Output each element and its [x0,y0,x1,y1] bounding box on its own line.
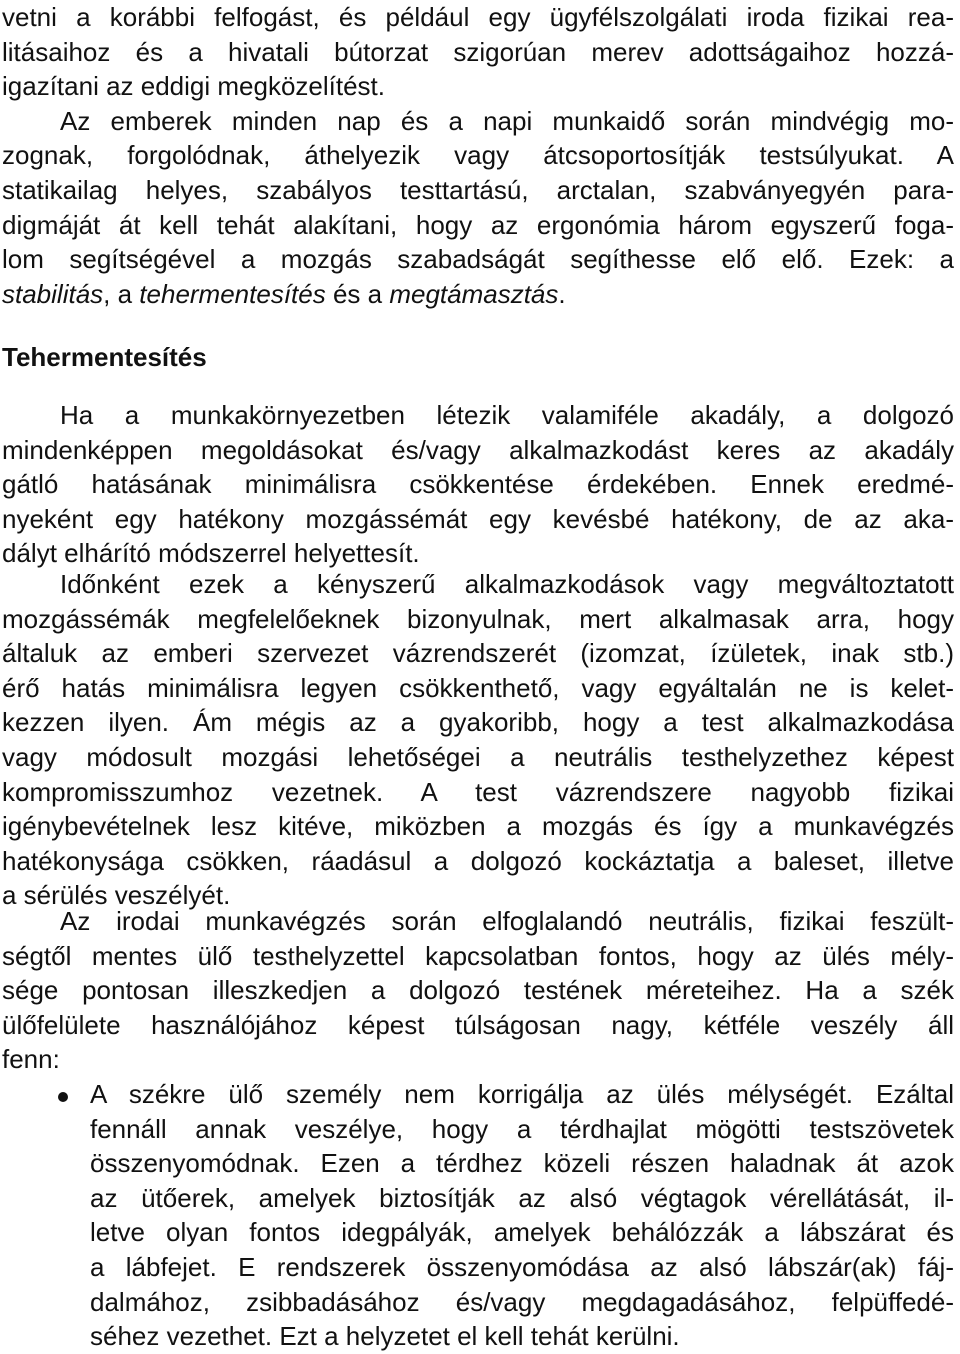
text-line: vetni a korábbi felfogást, és például egy ügyfélszolgálati iroda fizikai rea- [2,2,954,32]
text-fragment: és a [325,278,390,309]
term-stabilitas: stabilitás [2,278,104,309]
intro-paragraph [2,0,954,311]
text-fragment: . [558,278,566,309]
term-megtamasztas: megtámasztás [389,278,559,309]
text-line: mindenképpen megoldásokat és/vagy alkalmazkodást keres az akadály [2,434,954,465]
text-line: fennáll annak veszélye, hogy a térdhajlat mögötti testszövetek [90,1113,954,1144]
section-heading: Tehermentesítés [2,342,207,372]
text-line: ülőfelülete használójához képest túlságosan nagy, kétféle veszély áll [2,1009,954,1040]
text-line: zognak, forgolódnak, áthelyezik vagy átcsoportosítják testsúlyukat. A [2,140,954,171]
text-line: mozgássémák megfelelőeknek bizonyulnak, mert alkalmasak arra, hogy [2,603,954,634]
text-line: összenyomódnak. Ezen a térdhez közeli részen haladnak át azok [90,1148,954,1179]
text-line: dályt elhárító módszerrel helyettesít. [2,538,420,569]
bullet-item [90,1077,954,1354]
text-line: lom segítségével a mozgás szabadságát segíthesse elő elő. Ezek: a [2,244,954,275]
text-line: dalmához, zsibbadásához és/vagy megdagadásához, felpüffedé- [90,1286,954,1317]
paragraph-3 [2,904,954,1077]
text-line: gátló hatásának minimálisra csökkentése érdekében. Ennek eredmé- [2,469,954,500]
text-line: igazítani az eddigi megközelítést. [2,71,385,102]
text-line: kezzen ilyen. Ám mégis az a gyakoribb, hogy a test alkalmazkodása [2,707,954,738]
text-line: általuk az emberi szervezet vázrendszerét (izomzat, ízületek, inak stb.) [2,638,954,669]
text-line: sége pontosan illeszkedjen a dolgozó testének méreteihez. Ha a szék [2,975,954,1006]
term-tehermentesites: tehermentesítés [139,278,326,309]
text-line: kompromisszumhoz vezetnek. A test vázrendszere nagyobb fizikai [2,776,954,807]
bullet-icon [58,1092,68,1102]
text-line: vagy módosult mozgási lehetőségei a neutrális testhelyzethez képest [2,741,954,772]
paragraph-1 [2,398,954,571]
text-line: digmáját át kell tehát alakítani, hogy az ergonómia három egyszerű foga- [2,209,954,240]
text-line: letve olyan fontos idegpályák, amelyek behálózzák a lábszárat és [90,1217,954,1248]
text-fragment: , a [103,278,140,309]
text-line: litásaihoz és a hivatali bútorzat szigorúan merev adottságaihoz hozzá- [2,36,954,67]
text-line: Időnként ezek a kényszerű alkalmazkodások vagy megváltoztatott [60,569,954,599]
text-line: séhez vezethet. Ezt a helyzetet el kell tehát kerülni. [90,1321,680,1352]
text-line: Az emberek minden nap és a napi munkaidő során mindvégig mo- [60,105,954,136]
text-line: Az irodai munkavégzés során elfoglalandó neutrális, fizikai feszült- [60,906,954,936]
text-line: Ha a munkakörnyezetben létezik valamiféle akadály, a dolgozó [60,400,954,430]
text-line: fenn: [2,1044,60,1075]
paragraph-2 [2,567,954,913]
text-line: hatékonysága csökken, ráadásul a dolgozó kockáztatja a baleset, illetve [2,845,954,876]
text-line: nyeként egy hatékony mozgássémát egy kevésbé hatékony, de az aka- [2,503,954,534]
text-line: ségtől mentes ülő testhelyzettel kapcsolatban fontos, hogy az ülés mély- [2,940,954,971]
text-line: A székre ülő személy nem korrigálja az ülés mélységét. Ezáltal [90,1079,954,1109]
text-line: igénybevételnek lesz kitéve, miközben a mozgás és így a munkavégzés [2,811,954,842]
text-line: a lábfejet. E rendszerek összenyomódása az alsó lábszár(ak) fáj- [90,1251,954,1282]
text-line: az ütőerek, amelyek biztosítják az alsó végtagok vérellátását, il- [90,1182,954,1213]
text-line: a sérülés veszélyét. [2,880,231,911]
text-line: érő hatás minimálisra legyen csökkenthető, vagy egyáltalán ne is kelet- [2,672,954,703]
text-line: statikailag helyes, szabályos testtartású, arctalan, szabványegyén para- [2,174,954,205]
text-line-emphasis [2,277,954,312]
